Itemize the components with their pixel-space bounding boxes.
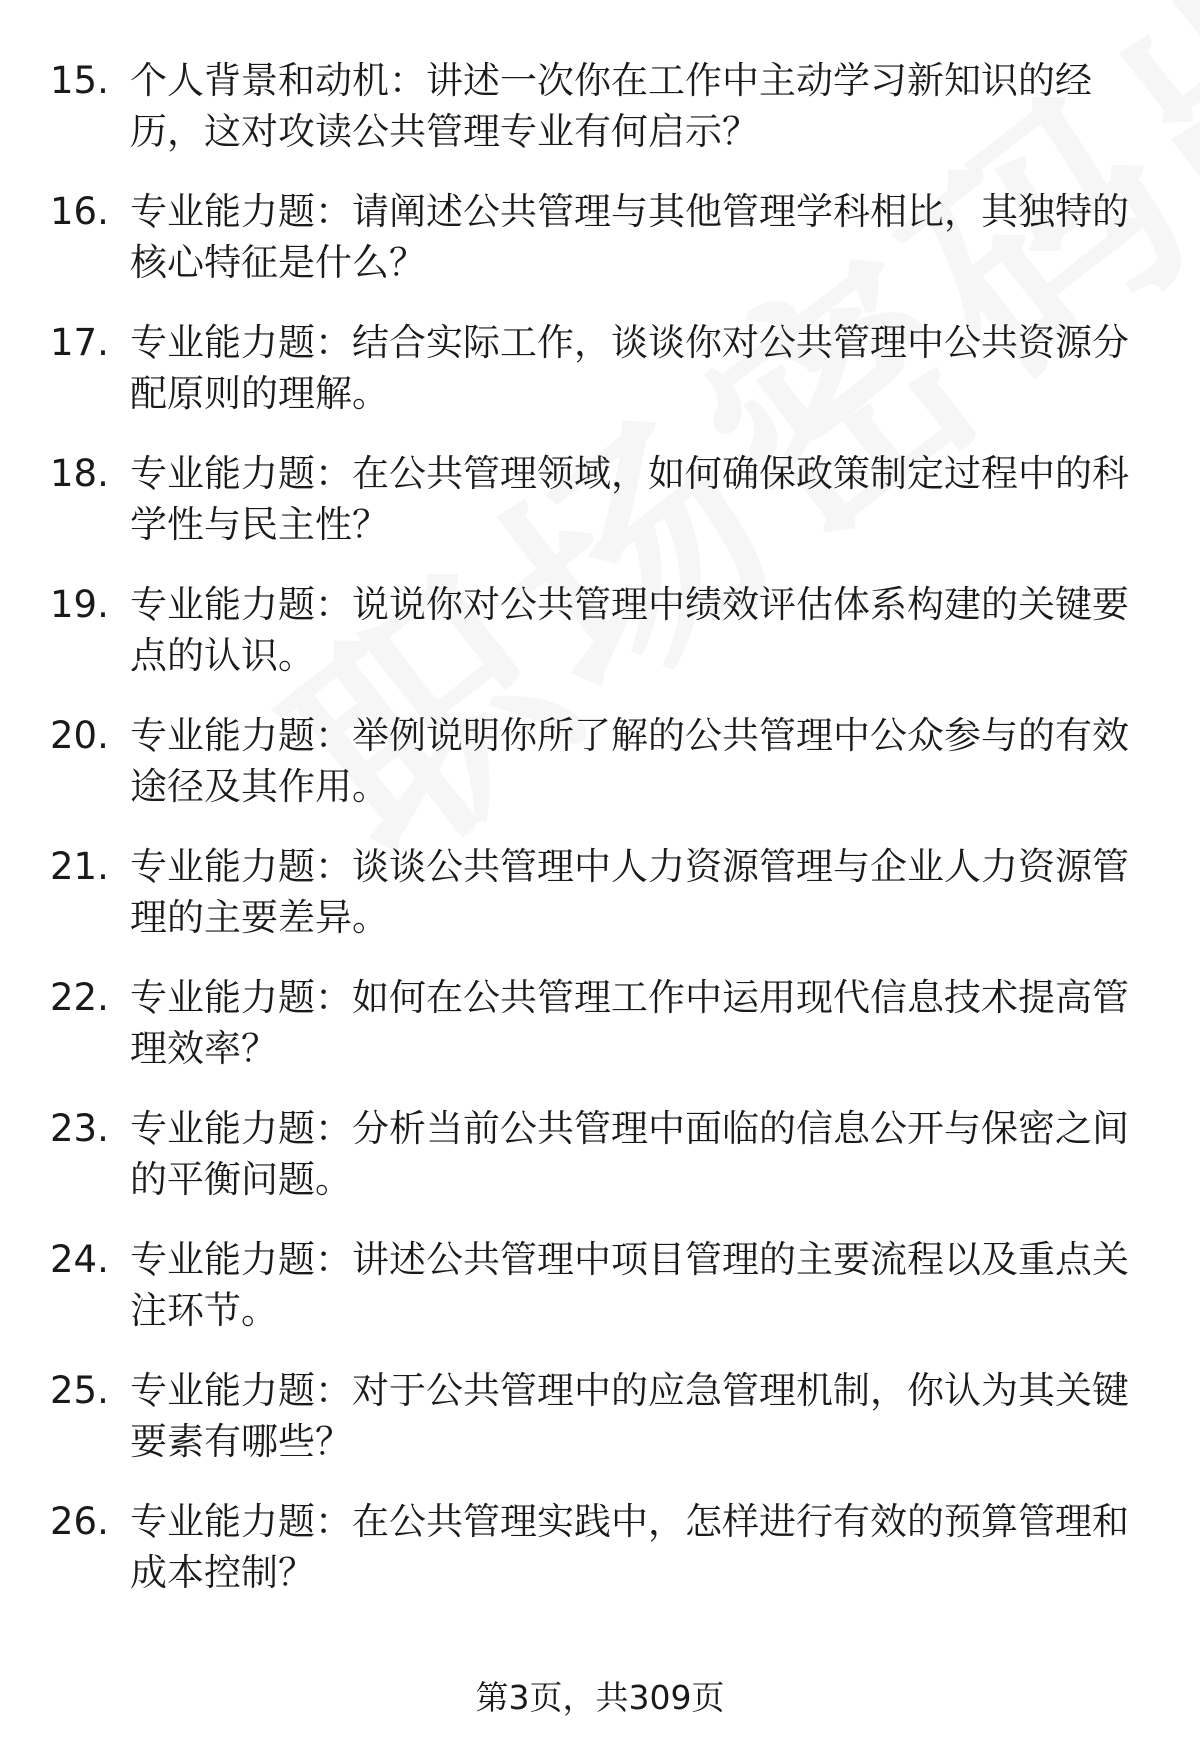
question-item [50,841,1145,972]
question-item [50,710,1145,841]
question-item [50,579,1145,710]
question-number: 17. [50,321,109,364]
question-item [50,55,1145,186]
question-number: 21. [50,845,109,888]
question-text: 专业能力题：说说你对公共管理中绩效评估体系构建的关键要点的认识。 [130,583,1129,677]
question-text: 专业能力题：在公共管理实践中，怎样进行有效的预算管理和成本控制？ [130,1500,1129,1594]
question-number: 16. [50,190,109,233]
question-number: 20. [50,714,109,757]
question-number: 23. [50,1107,109,1150]
question-text: 专业能力题：谈谈公共管理中人力资源管理与企业人力资源管理的主要差异。 [130,845,1129,939]
question-list [0,55,1200,1627]
question-number: 19. [50,583,109,626]
question-text: 专业能力题：请阐述公共管理与其他管理学科相比，其独特的核心特征是什么？ [130,190,1129,284]
question-item [50,1496,1145,1627]
question-number: 26. [50,1500,109,1543]
question-number: 22. [50,976,109,1019]
question-item [50,972,1145,1103]
question-text: 专业能力题：如何在公共管理工作中运用现代信息技术提高管理效率？ [130,976,1129,1070]
question-number: 24. [50,1238,109,1281]
question-text: 专业能力题：在公共管理领域，如何确保政策制定过程中的科学性与民主性？ [130,452,1129,546]
question-number: 25. [50,1369,109,1412]
question-text: 专业能力题：对于公共管理中的应急管理机制，你认为其关键要素有哪些？ [130,1369,1129,1463]
question-text: 专业能力题：结合实际工作，谈谈你对公共管理中公共资源分配原则的理解。 [130,321,1129,415]
question-item [50,317,1145,448]
question-number: 15. [50,59,109,102]
question-item [50,448,1145,579]
question-number: 18. [50,452,109,495]
question-text: 专业能力题：讲述公共管理中项目管理的主要流程以及重点关注环节。 [130,1238,1129,1332]
page-footer: 第3页，共309页 [475,1678,725,1717]
question-item [50,186,1145,317]
question-item [50,1234,1145,1365]
question-item [50,1365,1145,1496]
question-text: 专业能力题：举例说明你所了解的公共管理中公众参与的有效途径及其作用。 [130,714,1129,808]
question-item [50,1103,1145,1234]
question-text: 专业能力题：分析当前公共管理中面临的信息公开与保密之间的平衡问题。 [130,1107,1129,1201]
question-text: 个人背景和动机：讲述一次你在工作中主动学习新知识的经历，这对攻读公共管理专业有何启示？ [130,59,1092,153]
